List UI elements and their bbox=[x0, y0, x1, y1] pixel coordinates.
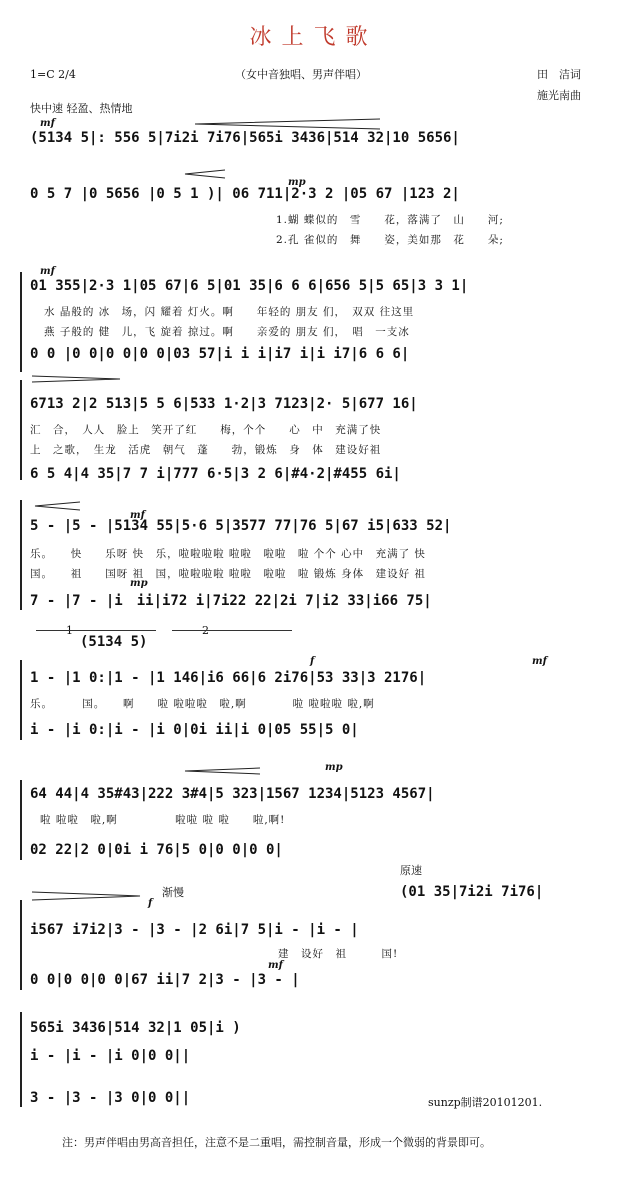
composer: 施光南曲 bbox=[537, 89, 581, 102]
score-row: i567 i7i2|3 - |3 - |2 6i|7 5|i - |i - | bbox=[30, 922, 359, 938]
decrescendo-hairpin bbox=[185, 170, 225, 178]
tempo-slow: 渐慢 bbox=[162, 886, 184, 899]
score-row: 01 355|2·3 1|05 67|6 5|01 35|6 6 6|656 5|5 65|3 3 1| bbox=[30, 278, 469, 294]
lyricist: 田 洁词 bbox=[537, 68, 581, 81]
tempo-marking: 快中速 轻盈、热情地 bbox=[30, 102, 133, 115]
decrescendo-hairpin bbox=[185, 768, 260, 774]
score-row: 1 - |1 0:|1 - |1 146|i6 66|6 2i76|53 33|3 2176| bbox=[30, 670, 427, 686]
f-marking: f bbox=[148, 898, 153, 909]
score-row: i - |i - |i 0|0 0|| bbox=[30, 1048, 191, 1064]
key-signature: 1=C 2/4 bbox=[30, 68, 76, 81]
lyric-row: 燕 子般的 健 儿，飞 旋着 掠过。啊 亲爱的 朋友 们， 唱 一支冰 bbox=[44, 326, 410, 338]
footnote: 注：男声伴唱由男高音担任，注意不是二重唱，需控制音量，形成一个微弱的背景即可。 bbox=[62, 1136, 491, 1149]
score-row: 6713 2|2 513|5 5 6|533 1·2|3 7123|2· 5|677 16| bbox=[30, 396, 418, 412]
score-row: 0 5 7 |0 5656 |0 5 1 )| 06 711|2·3 2 |05 67 |123 2| bbox=[30, 186, 460, 202]
lyric-row: 国。 祖 国呀 祖 国，啦啦啦啦 啦啦 啦啦 啦 锻炼 身体 建设好 祖 bbox=[30, 568, 426, 580]
lyric-row: 乐。 快 乐呀 快 乐，啦啦啦啦 啦啦 啦啦 啦 个个 心中 充满了 快 bbox=[30, 548, 426, 560]
system-bar bbox=[20, 380, 22, 480]
system-bar bbox=[20, 900, 22, 990]
mf-marking: mf bbox=[268, 960, 283, 971]
subtitle: （女中音独唱、男声伴唱） bbox=[235, 68, 367, 81]
score-row: 5 - |5 - |5134 55|5·6 5|3577 77|76 5|67 i5|633 52| bbox=[30, 518, 452, 534]
system-bar bbox=[20, 660, 22, 740]
mf-marking: mf bbox=[532, 656, 547, 667]
mf-marking: mf bbox=[40, 266, 55, 277]
mp-marking: mp bbox=[288, 177, 306, 188]
lyric-row: 啦 啦啦 啦,啊 啦啦 啦 啦 啦,啊! bbox=[40, 814, 286, 826]
score-row: 02 22|2 0|0i i 76|5 0|0 0|0 0| bbox=[30, 842, 283, 858]
score-row: (01 35|7i2i 7i76| bbox=[400, 884, 544, 900]
score-row: 0 0|0 0|0 0|67 ii|7 2|3 - |3 - | bbox=[30, 972, 300, 988]
mp-marking: mp bbox=[130, 578, 148, 589]
system-bar bbox=[20, 500, 22, 610]
tempo-back: 原速 bbox=[400, 864, 422, 877]
lyric-row: 1.蝴 蝶似的 雪 花，落满了 山 河; bbox=[276, 214, 504, 226]
score-row: 565i 3436|514 32|1 05|i ) bbox=[30, 1020, 241, 1036]
system-bar bbox=[20, 780, 22, 860]
mp-marking: mp bbox=[325, 762, 343, 773]
score-row: (5134 5|: 556 5|7i2i 7i76|565i 3436|514 32|10 5656| bbox=[30, 130, 460, 146]
score-row: 7 - |7 - |i ii|i72 i|7i22 22|2i 7|i2 33|i66 75| bbox=[30, 593, 432, 609]
lyric-row: 2.孔 雀似的 舞 姿，美如那 花 朵; bbox=[276, 234, 504, 246]
page-title: 冰上飞歌 bbox=[249, 25, 378, 50]
decrescendo-hairpin bbox=[35, 502, 80, 510]
score-row: 64 44|4 35#43|222 3#4|5 323|1567 1234|5123 4567| bbox=[30, 786, 435, 802]
lyric-row: 建 设好 祖 国! bbox=[278, 948, 399, 960]
lyric-row: 水 晶般的 冰 场，闪 耀着 灯火。啊 年轻的 朋友 们， 双双 往这里 bbox=[44, 306, 415, 318]
crescendo-hairpin bbox=[32, 892, 140, 900]
score-row: 0 0 |0 0|0 0|0 0|03 57|i i i|i7 i|i i7|6 6 6| bbox=[30, 346, 410, 362]
lyric-row: 上 之歌， 生龙 活虎 朝气 蓬 勃，锻炼 身 体 建设好祖 bbox=[30, 444, 382, 456]
f-marking: f bbox=[310, 656, 315, 667]
credit: sunzp制谱20101201. bbox=[428, 1096, 543, 1109]
score-row: i - |i 0:|i - |i 0|0i ii|i 0|05 55|5 0| bbox=[30, 722, 359, 738]
score-row: (5134 5) bbox=[80, 634, 148, 650]
decrescendo-hairpin bbox=[195, 119, 380, 129]
system-bar bbox=[20, 1012, 22, 1107]
system-bar bbox=[20, 272, 22, 372]
lyric-row: 汇 合， 人人 脸上 笑开了红 梅，个个 心 中 充满了快 bbox=[30, 424, 382, 436]
mf-marking: mf bbox=[40, 118, 55, 129]
score-row: 3 - |3 - |3 0|0 0|| bbox=[30, 1090, 191, 1106]
crescendo-hairpin bbox=[32, 376, 120, 382]
lyric-row: 乐。 国。 啊 啦 啦啦啦 啦,啊 啦 啦啦啦 啦,啊 bbox=[30, 698, 375, 710]
score-row: 6 5 4|4 35|7 7 i|777 6·5|3 2 6|#4·2|#455 6i| bbox=[30, 466, 401, 482]
mf-marking: mf bbox=[130, 510, 145, 521]
